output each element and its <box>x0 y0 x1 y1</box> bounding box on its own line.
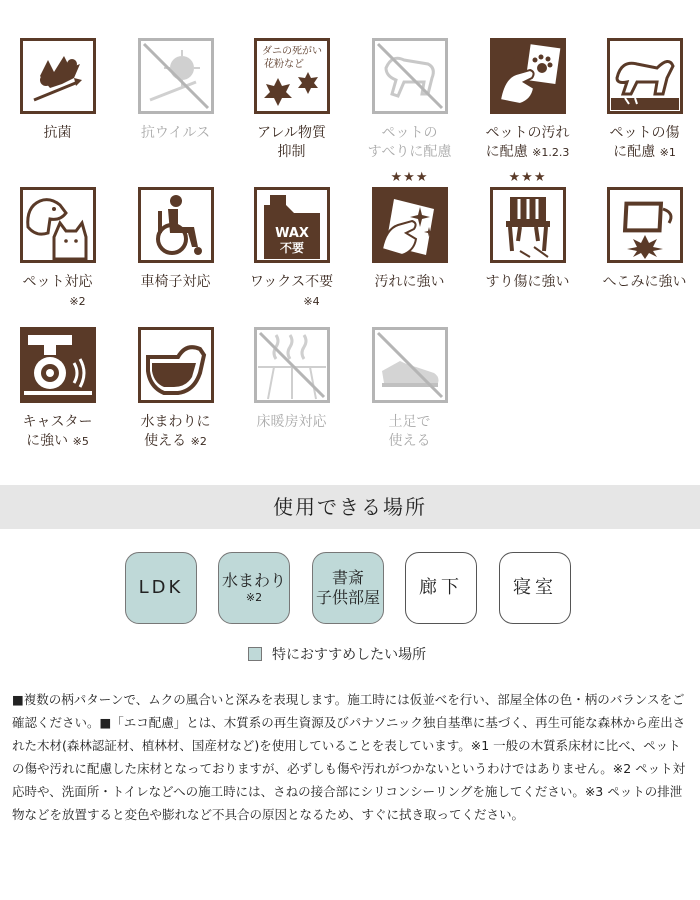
pet-scratch-icon <box>607 38 683 114</box>
stain-resistant-icon <box>372 187 448 263</box>
icon-note: ※1 <box>659 146 676 159</box>
feature-water-area <box>118 327 233 451</box>
icon-label-text: アレル物質 抑制 <box>256 125 327 160</box>
icon-label-text: 抗菌 <box>43 125 72 141</box>
icon-label-text: 車椅子対応 <box>140 274 211 290</box>
place-label: 寝室 <box>513 577 557 598</box>
feature-antibacterial <box>0 38 115 143</box>
icon-label-text: ペットの汚れ に配慮 <box>485 125 570 160</box>
feature-dent-resistant <box>587 187 700 292</box>
icon-note: ※2 <box>190 435 207 448</box>
feature-pet-stain <box>470 38 585 162</box>
place-label: 水まわり <box>221 571 286 590</box>
place-hallway <box>405 552 477 624</box>
icon-label-text: 抗ウイルス <box>140 125 211 141</box>
place-ldk <box>125 552 197 624</box>
place-label: 書斎 子供部屋 <box>315 568 380 607</box>
antibacterial-icon <box>20 38 96 114</box>
icon-note: ※5 <box>72 435 89 448</box>
no-wax-icon <box>254 187 330 263</box>
allergen-icon <box>254 38 330 114</box>
icon-label-text: ペット対応 <box>22 274 93 290</box>
icon-label-text: 汚れに強い <box>374 274 445 290</box>
icon-note: ※1.2.3 <box>532 146 570 159</box>
places-section-header <box>0 485 700 529</box>
feature-shoes <box>352 327 467 451</box>
shoes-icon <box>372 327 448 403</box>
feature-scratch-resistant <box>470 170 585 292</box>
icon-label-text: ペットの すべりに配慮 <box>367 125 452 160</box>
icon-note: ※4 <box>303 295 320 308</box>
icon-label-text: ペットの傷 に配慮 <box>609 125 680 160</box>
product-description: ■複数の柄パターンで、ムクの風合いと深みを表現します。施工時には仮並べを行い、部屋全体の色・柄のバランスをご確認ください。■「エコ配慮」とは、木質系の再生資源及びパナソニック独自基準に基づく、再生可能な森林から産出された木材(森林認証材、植林材、国産材など)を使用していることを表しています。※1 一般の木質系床材に比べ、ペットの傷や汚れに配慮した床材となっておりますが、必ずしも傷や汚れがつかないというわけではありません。※2 ペット対応時や、洗面所・トイレなどへの施工時には、さねの接合部にシリコンシーリングを施してください。※3 ペットの排泄物などを放置すると変色や膨れなど不具合の原因となるため、すぐに拭き取ってください。 <box>12 692 686 822</box>
feature-floor-heating <box>234 327 349 432</box>
caster-icon <box>20 327 96 403</box>
feature-no-wax <box>234 187 349 311</box>
legend-label: 特におすすめしたい場所 <box>272 647 427 663</box>
allergen-icon-text-1: ダニの死がい <box>261 46 322 57</box>
feature-allergen <box>234 38 349 162</box>
feature-caster <box>0 327 115 451</box>
feature-antivirus <box>118 38 233 143</box>
place-water-area <box>218 552 290 624</box>
pet-slip-icon <box>372 38 448 114</box>
pet-stain-icon <box>490 38 566 114</box>
feature-stain-resistant <box>352 170 467 292</box>
icon-label-text: ワックス不要 <box>249 274 334 290</box>
no-wax-icon-text-1: WAX <box>274 226 309 241</box>
feature-wheelchair <box>118 187 233 292</box>
place-bedroom <box>499 552 571 624</box>
icon-label-text: 床暖房対応 <box>256 414 327 430</box>
feature-pet-scratch <box>587 38 700 162</box>
rating-stars: ★★★ <box>508 170 547 185</box>
icon-note: ※2 <box>69 295 86 308</box>
feature-pet-support <box>0 187 115 311</box>
wheelchair-icon <box>138 187 214 263</box>
feature-pet-slip <box>352 38 467 162</box>
icon-label-text: 水まわりに 使える <box>140 414 211 449</box>
pet-dog-cat-icon <box>20 187 96 263</box>
scratch-resistant-icon <box>490 187 566 263</box>
rating-stars: ★★★ <box>390 170 429 185</box>
place-label: 廊下 <box>419 577 463 598</box>
no-wax-icon-text-2: 不要 <box>279 241 304 255</box>
recommended-legend <box>248 644 426 664</box>
place-study-kids-room <box>312 552 384 624</box>
places-title: 使用できる場所 <box>273 495 427 519</box>
legend-swatch <box>248 647 262 661</box>
floor-heating-icon <box>254 327 330 403</box>
dent-resistant-icon <box>607 187 683 263</box>
icon-label-text: 土足で 使える <box>388 414 431 449</box>
place-label: LDK <box>138 577 184 598</box>
allergen-icon-text-2: 花粉など <box>263 59 304 70</box>
place-note: ※2 <box>245 591 263 604</box>
antivirus-icon <box>138 38 214 114</box>
icon-label-text: すり傷に強い <box>485 274 570 290</box>
icon-label-text: キャスター に強い <box>22 414 93 449</box>
water-area-icon <box>138 327 214 403</box>
icon-label-text: へこみに強い <box>602 274 687 290</box>
